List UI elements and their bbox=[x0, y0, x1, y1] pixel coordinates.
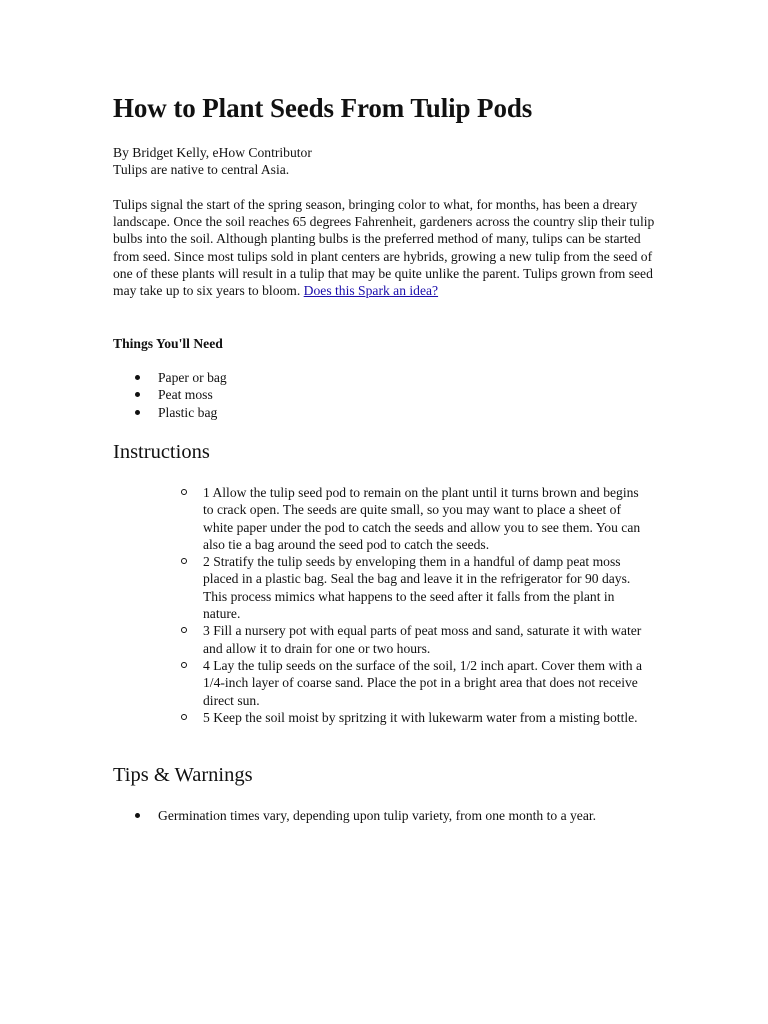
bullet-icon bbox=[135, 392, 140, 397]
circle-bullet-icon bbox=[181, 489, 187, 495]
tips-list bbox=[113, 807, 596, 824]
things-needed-heading: Things You'll Need bbox=[113, 336, 223, 351]
things-needed-list bbox=[113, 369, 227, 421]
author-byline: By Bridget Kelly, eHow Contributor bbox=[113, 145, 312, 160]
list-item-text: Peat moss bbox=[158, 387, 213, 403]
list-item bbox=[113, 404, 227, 421]
circle-bullet-icon bbox=[181, 627, 187, 633]
instruction-step bbox=[181, 484, 651, 553]
instruction-step bbox=[181, 657, 651, 709]
circle-bullet-icon bbox=[181, 662, 187, 668]
list-item-text: Germination times vary, depending upon tulip variety, from one month to a year. bbox=[158, 808, 597, 823]
spark-idea-link[interactable]: Does this Spark an idea? bbox=[303, 283, 439, 299]
instruction-text: 4 Lay the tulip seeds on the surface of the soil, 1/2 inch apart. Cover them with a 1/4-inch layer of coarse sand. Place the pot in a bright area that does not receive direct sun. bbox=[203, 657, 643, 708]
intro-paragraph bbox=[113, 196, 658, 299]
list-item bbox=[113, 386, 227, 403]
instruction-text: 1 Allow the tulip seed pod to remain on the plant until it turns brown and begins to crack open. The seeds are quite small, so you may want to place a sheet of white paper under the pod to catch the seeds and allow you to see them. You can also tie a bag around the seed pod to catch the seeds. bbox=[203, 485, 641, 552]
instruction-step bbox=[181, 622, 651, 657]
list-item bbox=[113, 807, 596, 824]
bullet-icon bbox=[135, 410, 140, 415]
bullet-icon bbox=[135, 813, 140, 818]
instruction-text: 3 Fill a nursery pot with equal parts of peat moss and sand, saturate it with water and allow it to drain for one or two hours. bbox=[203, 623, 642, 656]
circle-bullet-icon bbox=[181, 714, 187, 720]
page-title: How to Plant Seeds From Tulip Pods bbox=[113, 93, 533, 123]
instructions-heading: Instructions bbox=[113, 441, 210, 463]
bullet-icon bbox=[135, 375, 140, 380]
list-item-text: Plastic bag bbox=[158, 404, 218, 420]
tips-warnings-heading: Tips & Warnings bbox=[113, 764, 253, 786]
intro-text: Tulips signal the start of the spring season, bringing color to what, for months, has been a dreary landscape. Once the soil reaches 65 degrees Fahrenheit, gardeners across the country slip their tulip bulbs into the soil. Although planting bulbs is the preferred method of many, tulips can be started from seed. Since most tulips sold in plant centers are hybrids, growing a new tulip from the seed of one of these plants will result in a tulip that may be quite unlike the parent. Tulips grown from seed may take up to six years to bloom. bbox=[113, 197, 655, 299]
list-item bbox=[113, 369, 227, 386]
instruction-step bbox=[181, 553, 651, 622]
instruction-text: 5 Keep the soil moist by spritzing it with lukewarm water from a misting bottle. bbox=[203, 709, 638, 725]
list-item-text: Paper or bag bbox=[158, 370, 227, 385]
article-subtitle: Tulips are native to central Asia. bbox=[113, 162, 290, 177]
circle-bullet-icon bbox=[181, 558, 187, 564]
instruction-text: 2 Stratify the tulip seeds by enveloping them in a handful of damp peat moss placed in a plastic bag. Seal the bag and leave it in the refrigerator for 90 days. This process mimics what happens to the seed after it falls from the plant in nature. bbox=[203, 554, 631, 622]
instruction-step bbox=[181, 709, 651, 726]
instructions-list bbox=[181, 484, 651, 726]
byline-block bbox=[113, 144, 312, 178]
